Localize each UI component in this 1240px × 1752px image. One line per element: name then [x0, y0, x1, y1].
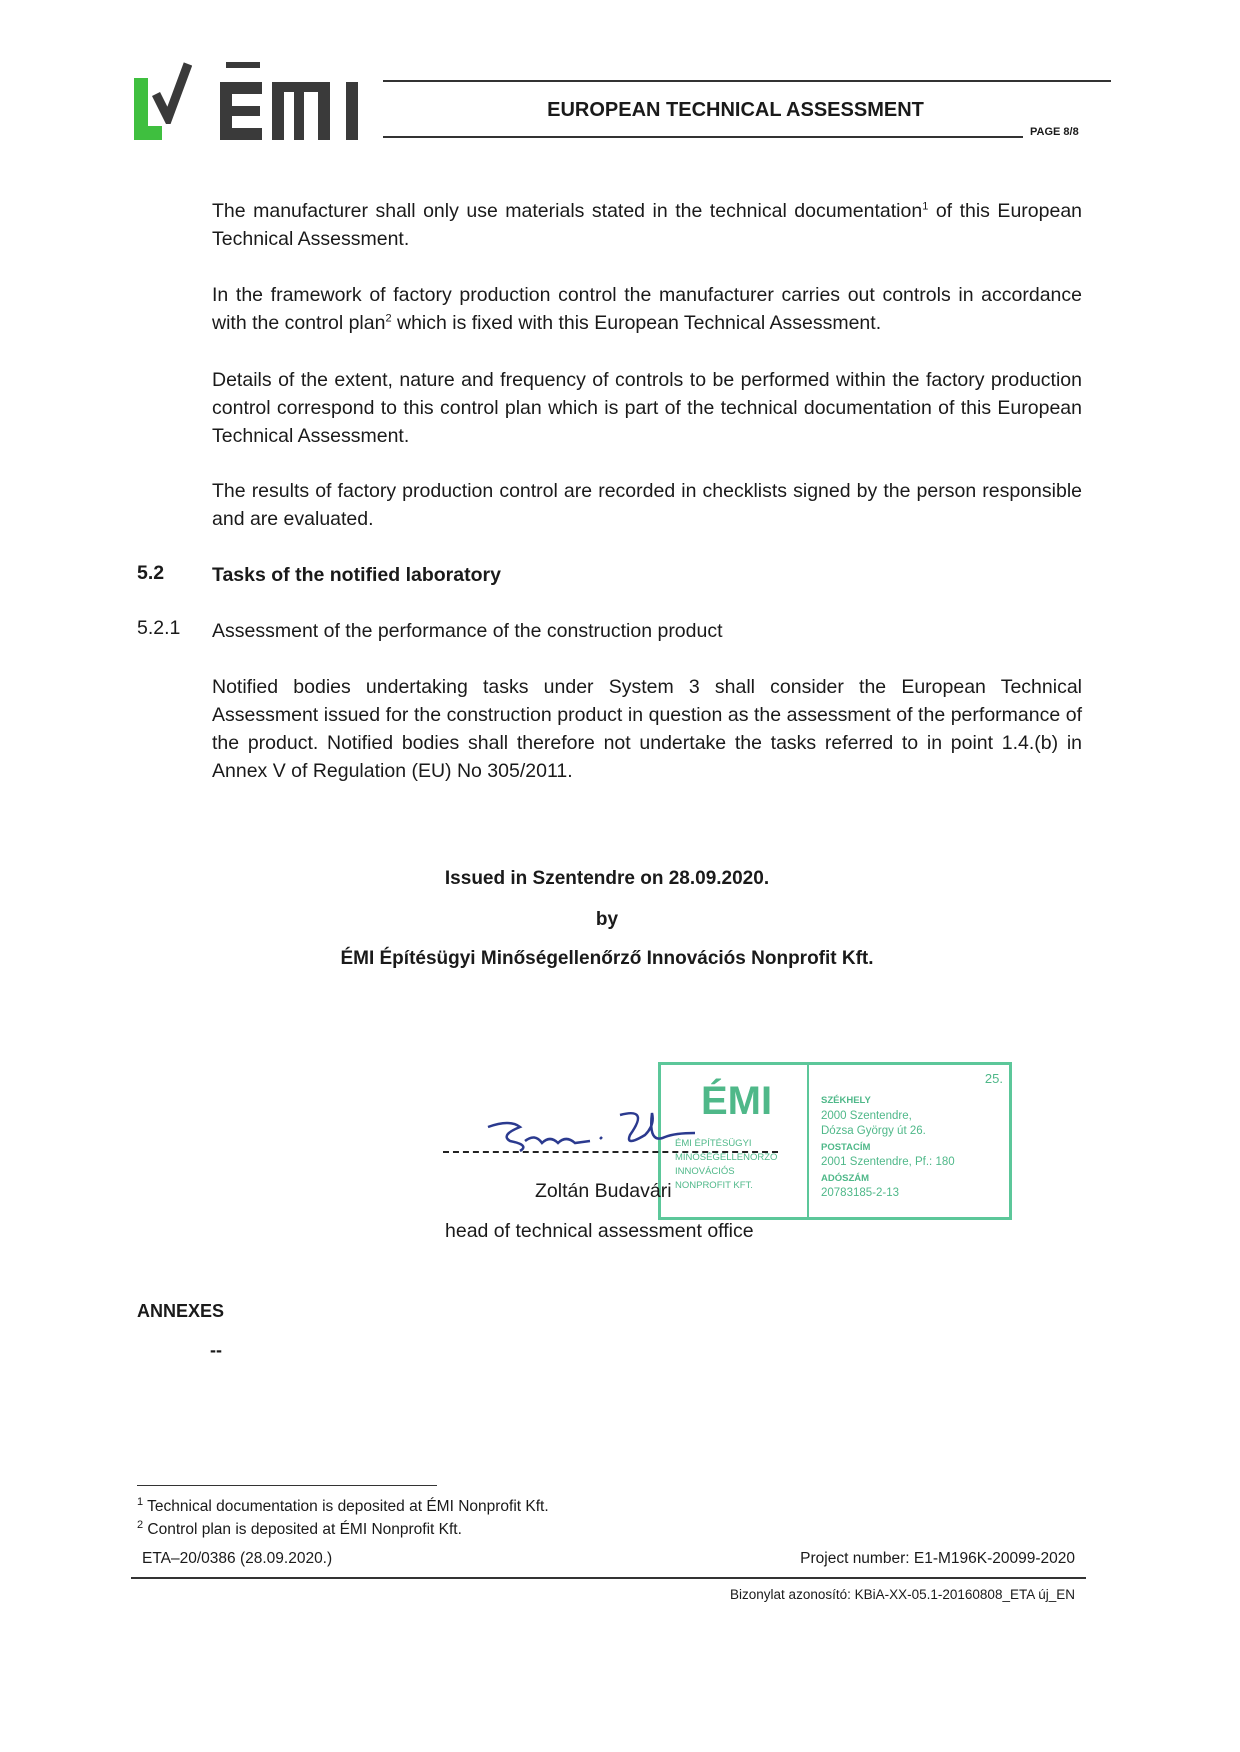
- paragraph-control-plan: [212, 281, 1082, 337]
- paragraph-materials: [212, 197, 1082, 253]
- footnote-1: [137, 1495, 549, 1516]
- footnote-rule: [137, 1485, 437, 1486]
- paragraph-text: which is fixed with this European Technical Assessment.: [391, 312, 882, 334]
- annexes-content: --: [210, 1340, 222, 1360]
- document-title: EUROPEAN TECHNICAL ASSESSMENT: [547, 99, 924, 121]
- stamp-org-line: ÉMI ÉPÍTÉSÜGYI: [675, 1138, 752, 1149]
- footnote-number: 2: [137, 1518, 144, 1531]
- stamp-line: 2000 Szentendre,: [821, 1109, 912, 1122]
- paragraph-controls: Details of the extent, nature and frequency of controls to be performed within the factory production control correspond to this control plan which is part of the technical documentation of this European Technical Assessment.: [212, 369, 1082, 447]
- paragraph-text: The manufacturer shall only use materials stated in the technical documentation: [212, 200, 923, 222]
- footnote-text: Technical documentation is deposited at ÉMI Nonprofit Kft.: [143, 1498, 549, 1515]
- stamp-line: ADÓSZÁM: [821, 1172, 870, 1184]
- page-number: PAGE 8/8: [1030, 126, 1079, 138]
- issue-by: by: [595, 909, 619, 930]
- stamp-org-line: NONPROFIT KFT.: [675, 1180, 753, 1191]
- header-bottom-rule: [383, 136, 1023, 138]
- subsection-heading: Assessment of the performance of the construction product: [212, 620, 723, 642]
- footnote-ref: 1: [922, 200, 929, 213]
- footnote-text: Control plan is deposited at ÉMI Nonprofit Kft.: [143, 1521, 462, 1538]
- emi-logo: [134, 60, 370, 140]
- stamp-line: 2001 Szentendre, Pf.: 180: [821, 1156, 955, 1168]
- signatory-role: head of technical assessment office: [445, 1220, 754, 1242]
- stamp-number: 25.: [984, 1071, 1003, 1086]
- handwritten-signature: [480, 1105, 710, 1155]
- signatory-name: Zoltán Budavári: [535, 1180, 672, 1202]
- paragraph-text: In the framework of factory production control the manufacturer carries out controls in accordance with the control plan: [212, 284, 1082, 334]
- stamp-org-line: INNOVÁCIÓS: [675, 1166, 735, 1177]
- footnote-number: 1: [137, 1495, 144, 1508]
- project-number: Project number: E1-M196K-20099-2020: [800, 1550, 1075, 1567]
- stamp-line: 20783185-2-13: [821, 1187, 900, 1199]
- footer-rule: [131, 1577, 1086, 1579]
- footnote-2: [137, 1518, 462, 1539]
- stamp-line: Dózsa György út 26.: [821, 1125, 926, 1137]
- section-number: 5.2: [137, 562, 165, 584]
- paragraph-notified-bodies: Notified bodies undertaking tasks under System 3 shall consider the European Technical Assessment issued for the construction product in question as the assessment of the performance of the product. Notified bodies shall therefore not undertake the tasks referred to in point 1.4.(b) in Annex V of Regulation (EU) No 305/2011.: [212, 676, 1082, 782]
- stamp-line: SZÉKHELY: [821, 1095, 871, 1106]
- stamp-logo: ÉMI: [701, 1079, 773, 1123]
- company-stamp: [658, 1062, 1012, 1220]
- eta-reference: ETA–20/0386 (28.09.2020.): [142, 1550, 333, 1567]
- stamp-org-line: MINŐSÉGELLENŐRZŐ: [675, 1152, 778, 1163]
- checkmark-icon: [152, 60, 192, 124]
- section-heading: Tasks of the notified laboratory: [212, 564, 501, 586]
- issue-statement: Issued in Szentendre on 28.09.2020.: [444, 868, 770, 889]
- issuing-organization: ÉMI Építésügyi Minőségellenőrző Innovációs Nonprofit Kft.: [340, 948, 874, 969]
- paragraph-results: The results of factory production control are recorded in checklists signed by the person responsible and are evaluated.: [212, 480, 1082, 530]
- paragraph-text: of this European Technical Assessment.: [212, 200, 1083, 250]
- footnote-ref: 2: [385, 312, 392, 325]
- annexes-heading: ANNEXES: [137, 1301, 225, 1321]
- document-id: Bizonylat azonosító: KBiA-XX-05.1-20160808_ETA új_EN: [730, 1587, 1075, 1602]
- header-top-rule: [383, 80, 1111, 82]
- stamp-line: POSTACÍM: [821, 1141, 871, 1153]
- subsection-number: 5.2.1: [137, 617, 181, 639]
